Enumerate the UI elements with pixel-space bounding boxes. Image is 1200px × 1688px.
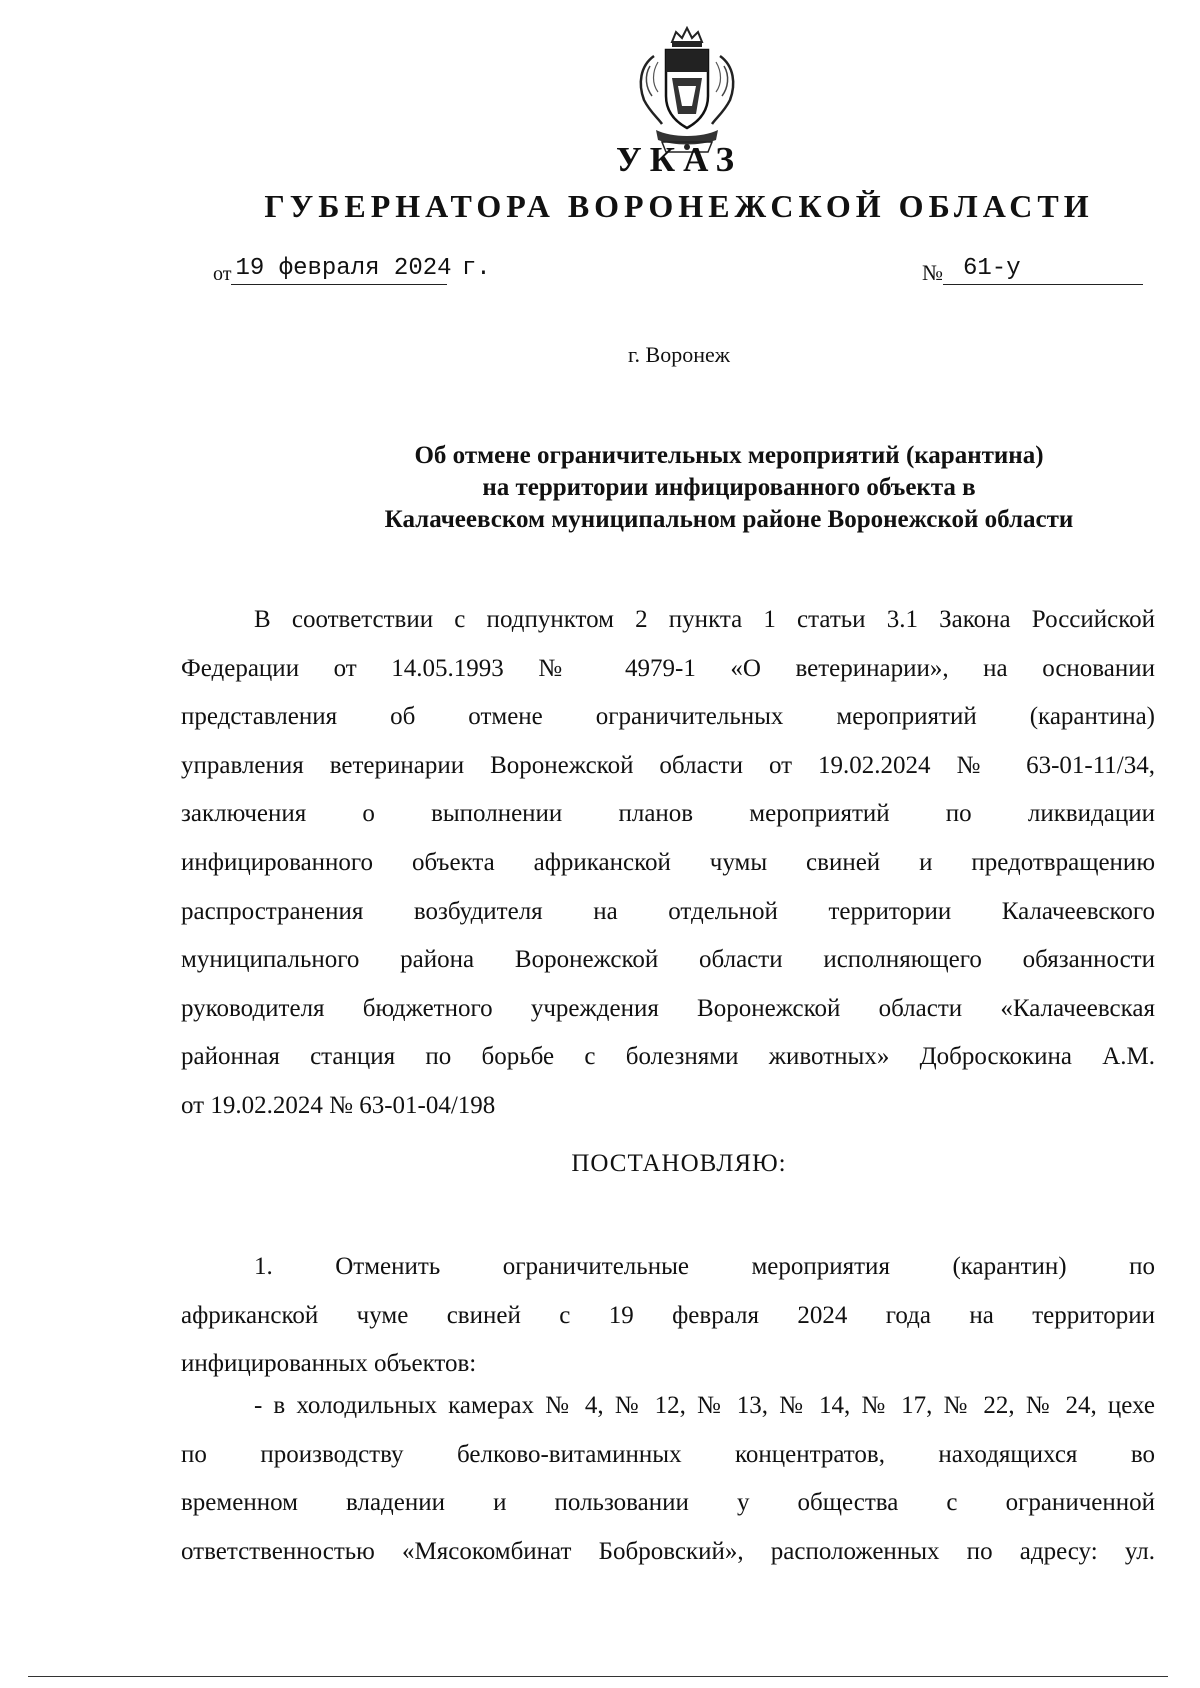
heading-line: Калачеевском муниципальном районе Воронежской области — [384, 506, 1074, 533]
issue-city: г. Воронеж — [628, 342, 730, 367]
date-suffix-text: г. — [461, 255, 491, 282]
number-prefix: № — [922, 260, 943, 285]
preamble-line: представления об отмене ограничительных мероприятий (карантина) — [181, 703, 1155, 731]
decree-subtitle: ГУБЕРНАТОРА ВОРОНЕЖСКОЙ ОБЛАСТИ — [264, 188, 1094, 224]
date-suffix — [447, 255, 490, 282]
preamble-paragraph — [181, 596, 1155, 1131]
item-1-sub-paragraph — [181, 1382, 1155, 1576]
decree-date — [213, 252, 491, 285]
preamble-line: от 19.02.2024 № 63-01-04/198 — [181, 1091, 496, 1119]
preamble-line: распространения возбудителя на отдельной территории Калачеевского — [181, 897, 1155, 925]
item-1-sub-line: - в холодильных камерах № 4, № 12, № 13, № 14, № 17, № 22, № 24, цехе — [254, 1392, 1155, 1419]
heading-line: на территории инфицированного объекта в — [482, 474, 976, 501]
preamble-line: руководителя бюджетного учреждения Воронежской области «Калачеевская — [181, 994, 1155, 1022]
date-prefix: от — [213, 263, 232, 285]
date-value: 19 февраля 2024 — [231, 254, 447, 285]
heading-line: Об отмене ограничительных мероприятий (карантина) — [414, 442, 1044, 469]
item-1-sub-line: временном владении и пользовании у общества с ограниченной — [181, 1489, 1155, 1517]
item-1-line: африканской чуме свиней с 19 февраля 2024 года на территории — [181, 1301, 1155, 1329]
preamble-line: муниципального района Воронежской области исполняющего обязанности — [181, 946, 1155, 974]
preamble-line: инфицированного объекта африканской чумы свиней и предотвращению — [181, 848, 1155, 876]
item-1-line: 1. Отменить ограничительные мероприятия (карантин) по — [254, 1253, 1155, 1280]
item-1-paragraph — [181, 1243, 1155, 1389]
document-heading — [220, 440, 1200, 536]
preamble-line: заключения о выполнении планов мероприятий по ликвидации — [181, 800, 1155, 828]
item-1-line: инфицированных объектов: — [181, 1350, 477, 1378]
preamble-line: В соответствии с подпунктом 2 пункта 1 статьи 3.1 Закона Российской — [254, 606, 1155, 633]
decree-word: ПОСТАНОВЛЯЮ: — [571, 1150, 787, 1177]
decree-title: УКАЗ — [616, 140, 742, 179]
decree-number — [922, 252, 1143, 285]
item-1-sub-line: по производству белково-витаминных концентратов, находящихся во — [181, 1440, 1155, 1468]
number-value: 61-у — [943, 254, 1143, 285]
page-bottom-rule — [28, 1676, 1168, 1677]
preamble-line: Федерации от 14.05.1993 № 4979-1 «О ветеринарии», на основании — [181, 654, 1155, 682]
coat-of-arms-emblem — [632, 26, 742, 158]
item-1-sub-line: ответственностью «Мясокомбинат Бобровский», расположенных по адресу: ул. — [181, 1537, 1155, 1565]
preamble-line: управления ветеринарии Воронежской области от 19.02.2024 № 63-01-11/34, — [181, 751, 1155, 779]
preamble-line: районная станция по борьбе с болезнями животных» Доброскокина А.М. — [181, 1043, 1155, 1071]
